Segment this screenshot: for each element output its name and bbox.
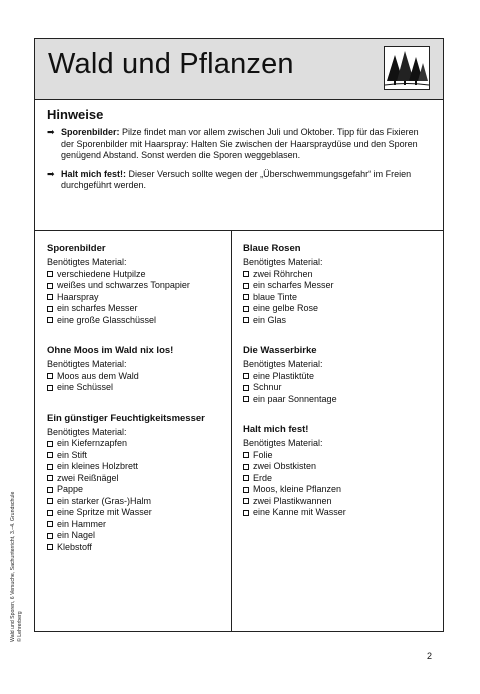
- hint-text: Pilze findet man vor allem zwischen Juli und Oktober. Tipp für das Fixieren der Sporenbilder mit Haarspray: Halten Sie zwischen der Haarspraydüse und den Sporen genügend Abstand. Sonst werden die Sporen weggeblasen.: [61, 127, 419, 161]
- checkbox-icon: [47, 510, 53, 516]
- list-item: [243, 303, 443, 315]
- item-text: Folie: [253, 449, 273, 460]
- material-list: [47, 371, 231, 394]
- item-text: ein starker (Gras-)Halm: [57, 495, 152, 506]
- item-text: Pappe: [57, 484, 84, 494]
- list-item: [243, 484, 443, 496]
- material-section: [47, 345, 231, 394]
- checkbox-icon: [243, 317, 249, 323]
- item-text: verschiedene Hutpilze: [57, 268, 146, 279]
- checkbox-icon: [47, 373, 53, 379]
- item-text: ein Nagel: [57, 530, 96, 540]
- credit-line: © Lehrerberg: [16, 611, 23, 642]
- item-text: Erde: [253, 472, 273, 483]
- item-text: Moos aus dem Wald: [57, 370, 139, 381]
- list-item: [243, 394, 443, 406]
- checkbox-icon: [47, 521, 53, 527]
- checkbox-icon: [243, 396, 249, 402]
- item-text: eine Kanne mit Wasser: [253, 507, 346, 517]
- item-text: eine große Glasschüssel: [57, 314, 157, 325]
- hint-item: [47, 169, 431, 192]
- item-text: zwei Röhrchen: [253, 268, 313, 279]
- checkbox-icon: [47, 487, 53, 493]
- checkbox-icon: [243, 464, 249, 470]
- checkbox-icon: [47, 306, 53, 312]
- list-item: [47, 280, 231, 292]
- list-item: [47, 461, 231, 473]
- checkbox-icon: [47, 271, 53, 277]
- item-text: eine Spritze mit Wasser: [57, 507, 152, 517]
- checkbox-icon: [47, 385, 53, 391]
- list-item: [47, 496, 231, 508]
- credit-line: Wald und Sporen, 6 Versuche, Sachunterricht, 3.–4. Grundschule: [10, 491, 16, 642]
- section-title: Ohne Moos im Wald nix los!: [47, 345, 174, 356]
- material-section: [243, 243, 443, 326]
- list-item: [47, 303, 231, 315]
- list-item: [243, 382, 443, 394]
- list-item: [243, 450, 443, 462]
- page-number: 2: [426, 651, 432, 661]
- item-text: ein Kiefernzapfen: [57, 438, 128, 448]
- material-section: [47, 413, 231, 554]
- material-section: [243, 345, 443, 405]
- section-title: Blaue Rosen: [243, 243, 301, 254]
- checkbox-icon: [47, 498, 53, 504]
- material-label: Benötigtes Material:: [243, 438, 323, 448]
- hint-label: Halt mich fest!:: [61, 168, 127, 179]
- checkbox-icon: [243, 306, 249, 312]
- list-item: [47, 519, 231, 531]
- item-text: zwei Obstkisten: [253, 461, 317, 471]
- material-list: [243, 450, 443, 519]
- item-text: Schnur: [253, 382, 282, 392]
- material-list: [243, 269, 443, 327]
- checkbox-icon: [47, 294, 53, 300]
- material-list: [243, 371, 443, 406]
- list-item: [47, 484, 231, 496]
- checkbox-icon: [243, 487, 249, 493]
- checkbox-icon: [243, 475, 249, 481]
- section-title: Ein günstiger Feuchtigkeitsmesser: [47, 412, 205, 424]
- item-text: ein Glas: [253, 314, 287, 325]
- materials-columns: [35, 231, 443, 631]
- material-label: Benötigtes Material:: [243, 359, 323, 369]
- list-item: [47, 315, 231, 327]
- hint-text: Dieser Versuch sollte wegen der „Überschwemmungsgefahr“ im Freien durchgeführt werden.: [61, 168, 412, 191]
- list-item: [47, 292, 231, 304]
- page-title: Wald und Pflanzen: [48, 48, 294, 80]
- right-column: [231, 231, 443, 631]
- list-item: [243, 496, 443, 508]
- section-title: Sporenbilder: [47, 243, 106, 254]
- list-item: [243, 269, 443, 281]
- hints-section: [35, 99, 443, 231]
- list-item: [47, 382, 231, 394]
- material-label: Benötigtes Material:: [47, 257, 127, 267]
- checkbox-icon: [47, 452, 53, 458]
- item-text: zwei Plastikwannen: [253, 495, 332, 506]
- item-text: blaue Tinte: [253, 291, 298, 302]
- list-item: [47, 269, 231, 281]
- material-label: Benötigtes Material:: [47, 426, 127, 437]
- checkbox-icon: [47, 475, 53, 481]
- material-list: [47, 269, 231, 327]
- material-list: [47, 438, 231, 553]
- checkbox-icon: [243, 271, 249, 277]
- hints-heading: Hinweise: [47, 107, 104, 122]
- material-section: [47, 243, 231, 326]
- item-text: eine Plastiktüte: [253, 370, 315, 381]
- checkbox-icon: [243, 294, 249, 300]
- checkbox-icon: [47, 317, 53, 323]
- list-item: [47, 530, 231, 542]
- item-text: ein paar Sonnentage: [253, 393, 337, 404]
- arrow-right-icon: ➡: [47, 127, 55, 137]
- arrow-right-icon: ➡: [47, 168, 55, 179]
- checkbox-icon: [47, 544, 53, 550]
- item-text: eine Schüssel: [57, 382, 114, 392]
- checkbox-icon: [243, 510, 249, 516]
- item-text: ein Hammer: [57, 518, 107, 529]
- list-item: [243, 280, 443, 292]
- list-item: [47, 371, 231, 383]
- checkbox-icon: [243, 373, 249, 379]
- list-item: [47, 450, 231, 462]
- section-title: Die Wasserbirke: [243, 345, 317, 356]
- hint-item: [47, 127, 431, 162]
- checkbox-icon: [47, 464, 53, 470]
- item-text: Haarspray: [57, 291, 99, 302]
- list-item: [243, 315, 443, 327]
- forest-trees-icon: [384, 46, 430, 90]
- list-item: [47, 438, 231, 450]
- item-text: Klebstoff: [57, 541, 92, 552]
- checkbox-icon: [243, 283, 249, 289]
- material-label: Benötigtes Material:: [243, 257, 323, 267]
- list-item: [243, 461, 443, 473]
- side-credit: [10, 432, 28, 642]
- checkbox-icon: [243, 385, 249, 391]
- section-title: Halt mich fest!: [243, 424, 309, 435]
- list-item: [243, 292, 443, 304]
- material-section: [243, 424, 443, 519]
- item-text: zwei Reißnägel: [57, 472, 119, 483]
- list-item: [47, 542, 231, 554]
- list-item: [243, 473, 443, 485]
- material-label: Benötigtes Material:: [47, 359, 127, 369]
- hint-label: Sporenbilder:: [61, 127, 120, 137]
- item-text: ein Stift: [57, 449, 88, 460]
- checkbox-icon: [243, 452, 249, 458]
- list-item: [243, 507, 443, 519]
- checkbox-icon: [47, 283, 53, 289]
- checkbox-icon: [243, 498, 249, 504]
- item-text: ein scharfes Messer: [57, 303, 138, 313]
- header-bar: [35, 39, 443, 100]
- worksheet: [34, 38, 444, 632]
- item-text: ein scharfes Messer: [253, 280, 334, 290]
- left-column: [35, 231, 231, 631]
- item-text: Moos, kleine Pflanzen: [253, 484, 342, 494]
- list-item: [243, 371, 443, 383]
- checkbox-icon: [47, 441, 53, 447]
- checkbox-icon: [47, 533, 53, 539]
- item-text: ein kleines Holzbrett: [57, 461, 139, 471]
- list-item: [47, 473, 231, 485]
- item-text: eine gelbe Rose: [253, 303, 319, 313]
- list-item: [47, 507, 231, 519]
- item-text: weißes und schwarzes Tonpapier: [57, 280, 190, 290]
